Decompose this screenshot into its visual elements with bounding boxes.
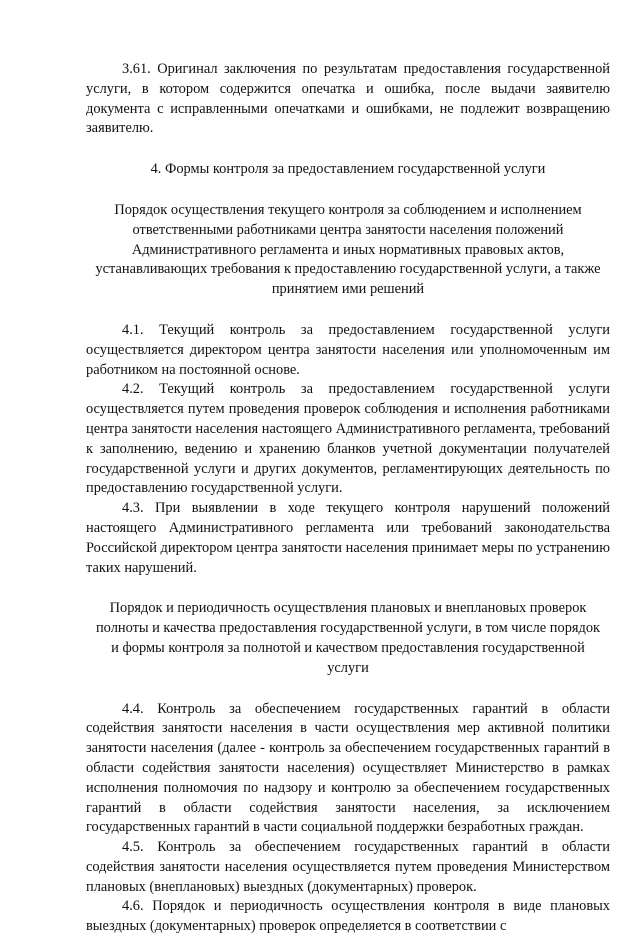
paragraph-4-2: 4.2. Текущий контроль за предоставлением государственной услуги осуществляется путем проведения проверок соблюдения и исполнения работниками центра занятости населения настоящего Административного регламента, требований к заполнению, ведению и хранению бланков учетной документации получателей государственной услуги и других документов, регламентирующих деятельность по предоставлению государственной услуги. bbox=[86, 381, 610, 497]
paragraph-4-4: 4.4. Контроль за обеспечением государственных гарантий в области содействия занятости населения в части осуществления мер активной политики занятости населения (далее - контроль за обеспечением государственных гарантий в области содействия занятости населения) осуществляет Министерство в рамках исполнения полномочия по надзору и контролю за обеспечением государственных гарантий в области содействия занятости населения, за исключением государственных гарантий в части социальной поддержки безработных граждан. bbox=[86, 700, 610, 836]
paragraph-3-61: 3.61. Оригинал заключения по результатам предоставления государственной услуги, в котором содержится опечатка и ошибка, после выдачи заявителю документа с исправленными опечатками и ошибками, не подлежит возвращению заявителю. bbox=[86, 61, 610, 137]
spacer bbox=[86, 679, 610, 700]
paragraph-4-6: 4.6. Порядок и периодичность осуществления контроля в виде плановых выездных (документарных) проверок определяется в соответствии с bbox=[86, 898, 610, 935]
paragraph-4-5: 4.5. Контроль за обеспечением государственных гарантий в области содействия занятости населения осуществляется путем проведения Министерством плановых (внеплановых) выездных (документарных) проверок. bbox=[86, 839, 610, 895]
spacer bbox=[86, 300, 610, 321]
subsection-1-title: Порядок осуществления текущего контроля за соблюдением и исполнением ответственными работниками центра занятости населения положений Административного регламента и иных нормативных правовых актов, устанавливающих требования к предоставлению государственной услуги, а также принятием ими решений bbox=[95, 201, 601, 298]
spacer bbox=[86, 180, 610, 201]
subsection-2-title: Порядок и периодичность осуществления плановых и внеплановых проверок полноты и качества предоставления государственной услуги, в том числе порядок и формы контроля за полнотой и качеством предоставления государственной услуги bbox=[95, 600, 601, 676]
spacer bbox=[86, 578, 610, 599]
section-4-title: 4. Формы контроля за предоставлением государственной услуги bbox=[150, 161, 546, 178]
paragraph-4-3: 4.3. При выявлении в ходе текущего контроля нарушений положений настоящего Административного регламента или требований законодательства Российской директором центра занятости населения принимает меры по устранению таких нарушений. bbox=[86, 500, 610, 576]
paragraph-4-1: 4.1. Текущий контроль за предоставлением государственной услуги осуществляется директором центра занятости населения или уполномоченным им работником на постоянной основе. bbox=[86, 321, 610, 378]
spacer bbox=[86, 139, 610, 160]
